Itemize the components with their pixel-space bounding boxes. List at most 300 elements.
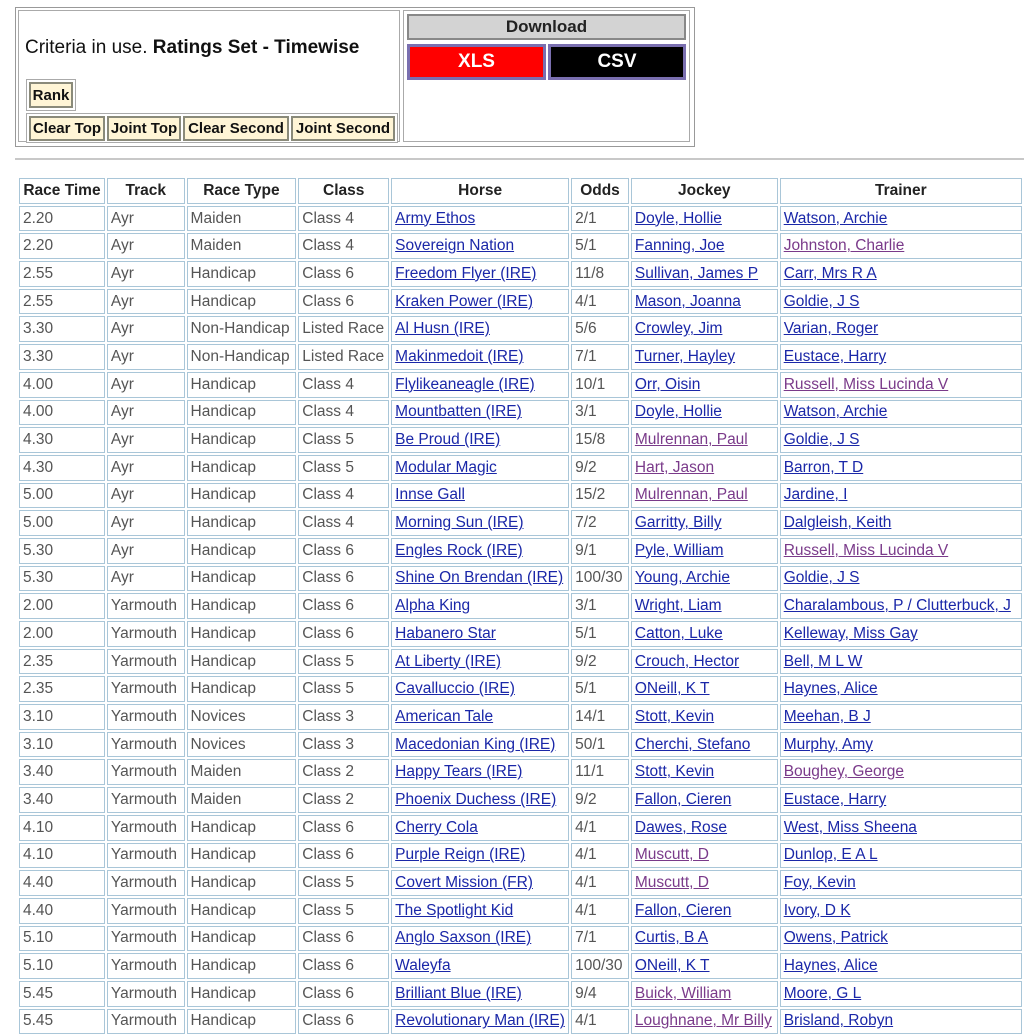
header-odds[interactable]: Odds <box>571 178 629 204</box>
cell-horse <box>391 316 569 342</box>
trainer-link[interactable]: Meehan, B J <box>783 707 871 725</box>
horse-link[interactable]: Revolutionary Man (IRE) <box>395 1012 565 1030</box>
trainer-link[interactable]: Owens, Patrick <box>783 929 888 947</box>
cell-track <box>107 787 185 813</box>
jockey-link[interactable]: Curtis, B A <box>634 929 709 947</box>
criteria-box <box>18 10 400 142</box>
cell-odds <box>571 621 629 647</box>
cell-class <box>298 953 389 979</box>
cell-track <box>107 344 185 370</box>
trainer-link[interactable]: West, Miss Sheena <box>783 818 917 836</box>
horse-link[interactable]: Cavalluccio (IRE) <box>395 680 515 698</box>
cell-horse <box>391 510 569 536</box>
race-time: 5.30 <box>23 569 54 587</box>
header-class[interactable]: Class <box>298 178 389 204</box>
cell-race-time <box>19 427 105 453</box>
trainer-link[interactable]: Ivory, D K <box>783 901 851 919</box>
jockey-link[interactable]: Dawes, Rose <box>634 818 728 836</box>
odds: 4/1 <box>575 1012 597 1030</box>
cell-track <box>107 233 185 259</box>
race-type: Handicap <box>190 957 257 975</box>
trainer-link[interactable]: Russell, Miss Lucinda V <box>783 541 949 559</box>
table-row <box>19 953 1022 979</box>
header-row <box>19 178 1022 204</box>
cell-trainer <box>780 898 1022 924</box>
header-trainer[interactable]: Trainer <box>780 178 1022 204</box>
download-csv-button[interactable]: CSV <box>548 44 686 80</box>
cell-odds <box>571 815 629 841</box>
horse-link[interactable]: Sovereign Nation <box>395 237 515 255</box>
table-row <box>19 566 1022 592</box>
cell-track <box>107 732 185 758</box>
race-type: Handicap <box>190 846 257 864</box>
cell-race-type <box>187 787 297 813</box>
trainer-link[interactable]: Murphy, Amy <box>783 735 873 753</box>
cell-trainer <box>780 1009 1022 1035</box>
cell-jockey <box>631 233 778 259</box>
jockey-link[interactable]: Buick, William <box>634 984 732 1002</box>
cell-odds <box>571 289 629 315</box>
header-race-type[interactable]: Race Type <box>187 178 297 204</box>
cell-odds <box>571 953 629 979</box>
cell-race-time <box>19 981 105 1007</box>
track: Yarmouth <box>110 707 177 725</box>
horse-link[interactable]: Happy Tears (IRE) <box>395 763 523 781</box>
cell-jockey <box>631 261 778 287</box>
race-time: 2.00 <box>23 624 54 642</box>
table-row <box>19 676 1022 702</box>
cell-jockey <box>631 787 778 813</box>
class: Class 6 <box>302 264 354 282</box>
cell-trainer <box>780 621 1022 647</box>
jockey-link[interactable]: Fallon, Cieren <box>634 901 732 919</box>
class: Class 6 <box>302 929 354 947</box>
track: Ayr <box>110 375 134 393</box>
jockey-link[interactable]: ONeill, K T <box>634 680 710 698</box>
race-type: Handicap <box>190 874 257 892</box>
jockey-link[interactable]: Muscutt, D <box>634 846 709 864</box>
cell-odds <box>571 538 629 564</box>
jockey-link[interactable]: Stott, Kevin <box>634 707 715 725</box>
jockey-link[interactable]: Crowley, Jim <box>634 320 723 338</box>
table-row <box>19 704 1022 730</box>
trainer-link[interactable]: Eustace, Harry <box>783 347 887 365</box>
trainer-link[interactable]: Kelleway, Miss Gay <box>783 624 918 642</box>
odds: 3/1 <box>575 403 597 421</box>
horse-link[interactable]: Macedonian King (IRE) <box>395 735 556 753</box>
class: Class 6 <box>302 1012 354 1030</box>
cell-track <box>107 953 185 979</box>
cell-race-time <box>19 815 105 841</box>
race-type: Novices <box>190 707 246 725</box>
track: Yarmouth <box>110 597 177 615</box>
cell-odds <box>571 233 629 259</box>
horse-link[interactable]: Al Husn (IRE) <box>395 320 490 338</box>
cell-track <box>107 316 185 342</box>
cell-odds <box>571 593 629 619</box>
trainer-link[interactable]: Haynes, Alice <box>783 680 878 698</box>
trainer-link[interactable]: Watson, Archie <box>783 403 888 421</box>
cell-trainer <box>780 649 1022 675</box>
odds: 4/1 <box>575 818 597 836</box>
joint-second-button[interactable]: Joint Second <box>291 116 395 141</box>
horse-link[interactable]: Modular Magic <box>395 458 497 476</box>
cell-race-type <box>187 621 297 647</box>
cell-trainer <box>780 538 1022 564</box>
cell-trainer <box>780 261 1022 287</box>
cell-horse <box>391 787 569 813</box>
cell-horse <box>391 261 569 287</box>
race-time: 2.35 <box>23 680 54 698</box>
horse-link[interactable]: Shine On Brendan (IRE) <box>395 569 564 587</box>
odds: 100/30 <box>575 569 623 587</box>
criteria-text <box>25 37 359 59</box>
trainer-link[interactable]: Barron, T D <box>783 458 864 476</box>
cell-class <box>298 372 389 398</box>
cell-trainer <box>780 233 1022 259</box>
jockey-link[interactable]: Doyle, Hollie <box>634 403 722 421</box>
table-row <box>19 344 1022 370</box>
race-time: 5.10 <box>23 957 54 975</box>
cell-horse <box>391 455 569 481</box>
cell-class <box>298 704 389 730</box>
trainer-link[interactable]: Charalambous, P / Clutterbuck, J <box>783 597 1011 615</box>
header-track[interactable]: Track <box>107 178 185 204</box>
cell-race-time <box>19 953 105 979</box>
selection-buttons <box>26 113 398 143</box>
cell-odds <box>571 427 629 453</box>
cell-track <box>107 621 185 647</box>
cell-race-type <box>187 316 297 342</box>
cell-odds <box>571 759 629 785</box>
header-race-time[interactable]: Race Time <box>19 178 105 204</box>
track: Yarmouth <box>110 929 177 947</box>
cell-horse <box>391 676 569 702</box>
cell-odds <box>571 566 629 592</box>
rank-button[interactable]: Rank <box>29 82 73 108</box>
race-time: 3.10 <box>23 707 54 725</box>
cell-race-type <box>187 427 297 453</box>
cell-race-time <box>19 843 105 869</box>
table-row <box>19 233 1022 259</box>
race-type: Handicap <box>190 486 257 504</box>
track: Ayr <box>110 431 134 449</box>
cell-trainer <box>780 372 1022 398</box>
trainer-link[interactable]: Brisland, Robyn <box>783 1012 894 1030</box>
race-type: Maiden <box>190 209 242 227</box>
trainer-link[interactable]: Dunlop, E A L <box>783 846 878 864</box>
table-row <box>19 593 1022 619</box>
table-row <box>19 843 1022 869</box>
cell-race-type <box>187 510 297 536</box>
horse-link[interactable]: Freedom Flyer (IRE) <box>395 264 537 282</box>
cell-track <box>107 843 185 869</box>
horse-link[interactable]: The Spotlight Kid <box>395 901 514 919</box>
cell-horse <box>391 538 569 564</box>
horse-link[interactable]: Habanero Star <box>395 624 496 642</box>
race-type: Handicap <box>190 1012 257 1030</box>
class: Class 6 <box>302 541 354 559</box>
jockey-link[interactable]: Catton, Luke <box>634 624 723 642</box>
cell-jockey <box>631 510 778 536</box>
odds: 9/2 <box>575 458 597 476</box>
cell-trainer <box>780 510 1022 536</box>
trainer-link[interactable]: Foy, Kevin <box>783 874 856 892</box>
trainer-link[interactable]: Goldie, J S <box>783 569 860 587</box>
jockey-link[interactable]: Pyle, William <box>634 541 724 559</box>
jockey-link[interactable]: Orr, Oisin <box>634 375 701 393</box>
horse-link[interactable]: Be Proud (IRE) <box>395 431 501 449</box>
track: Yarmouth <box>110 680 177 698</box>
race-type: Handicap <box>190 431 257 449</box>
cell-race-time <box>19 206 105 232</box>
cell-horse <box>391 926 569 952</box>
cell-race-type <box>187 455 297 481</box>
cell-race-type <box>187 898 297 924</box>
race-type: Non-Handicap <box>190 320 290 338</box>
race-time: 5.10 <box>23 929 54 947</box>
trainer-link[interactable]: Varian, Roger <box>783 320 879 338</box>
track: Yarmouth <box>110 901 177 919</box>
cell-odds <box>571 400 629 426</box>
race-time: 4.30 <box>23 431 54 449</box>
odds: 5/6 <box>575 320 597 338</box>
cell-class <box>298 759 389 785</box>
race-time: 4.40 <box>23 874 54 892</box>
cell-class <box>298 1009 389 1035</box>
trainer-link[interactable]: Goldie, J S <box>783 292 860 310</box>
race-time: 2.55 <box>23 292 54 310</box>
cell-trainer <box>780 843 1022 869</box>
horse-link[interactable]: Innse Gall <box>395 486 465 504</box>
joint-top-button[interactable]: Joint Top <box>107 116 181 141</box>
trainer-link[interactable]: Moore, G L <box>783 984 862 1002</box>
cell-race-time <box>19 898 105 924</box>
trainer-link[interactable]: Dalgleish, Keith <box>783 514 892 532</box>
cell-jockey <box>631 289 778 315</box>
cell-class <box>298 981 389 1007</box>
jockey-link[interactable]: Fallon, Cieren <box>634 790 732 808</box>
cell-odds <box>571 787 629 813</box>
horse-link[interactable]: Kraken Power (IRE) <box>395 292 533 310</box>
cell-horse <box>391 843 569 869</box>
cell-track <box>107 1009 185 1035</box>
table-row <box>19 206 1022 232</box>
horse-link[interactable]: Brilliant Blue (IRE) <box>395 984 522 1002</box>
cell-race-time <box>19 289 105 315</box>
cell-race-time <box>19 566 105 592</box>
trainer-link[interactable]: Johnston, Charlie <box>783 237 905 255</box>
download-header: Download <box>407 14 686 40</box>
race-type: Maiden <box>190 790 242 808</box>
table-row <box>19 1009 1022 1035</box>
header-jockey[interactable]: Jockey <box>631 178 778 204</box>
horse-link[interactable]: Flylikeaneagle (IRE) <box>395 375 535 393</box>
cell-trainer <box>780 455 1022 481</box>
jockey-link[interactable]: ONeill, K T <box>634 957 710 975</box>
horse-link[interactable]: Army Ethos <box>395 209 476 227</box>
class: Class 6 <box>302 984 354 1002</box>
cell-track <box>107 483 185 509</box>
cell-track <box>107 289 185 315</box>
cell-race-type <box>187 344 297 370</box>
cell-track <box>107 981 185 1007</box>
jockey-link[interactable]: Crouch, Hector <box>634 652 740 670</box>
cell-track <box>107 870 185 896</box>
cell-jockey <box>631 316 778 342</box>
jockey-link[interactable]: Mason, Joanna <box>634 292 741 310</box>
cell-class <box>298 787 389 813</box>
jockey-link[interactable]: Turner, Hayley <box>634 347 736 365</box>
cell-class <box>298 926 389 952</box>
cell-race-type <box>187 649 297 675</box>
trainer-link[interactable]: Jardine, I <box>783 486 848 504</box>
race-time: 2.35 <box>23 652 54 670</box>
jockey-link[interactable]: Loughnane, Mr Billy <box>634 1012 772 1030</box>
table-row <box>19 455 1022 481</box>
cell-race-type <box>187 566 297 592</box>
trainer-link[interactable]: Boughey, George <box>783 763 905 781</box>
horse-link[interactable]: American Tale <box>395 707 494 725</box>
cell-horse <box>391 566 569 592</box>
download-xls-button[interactable]: XLS <box>407 44 546 80</box>
trainer-link[interactable]: Carr, Mrs R A <box>783 264 877 282</box>
cell-class <box>298 593 389 619</box>
cell-race-time <box>19 455 105 481</box>
horse-link[interactable]: Mountbatten (IRE) <box>395 403 522 421</box>
race-type: Novices <box>190 735 246 753</box>
cell-horse <box>391 233 569 259</box>
trainer-link[interactable]: Watson, Archie <box>783 209 888 227</box>
odds: 5/1 <box>575 624 597 642</box>
race-type: Handicap <box>190 929 257 947</box>
cell-trainer <box>780 732 1022 758</box>
cell-jockey <box>631 1009 778 1035</box>
cell-race-type <box>187 759 297 785</box>
horse-link[interactable]: Alpha King <box>395 597 471 615</box>
horse-link[interactable]: Morning Sun (IRE) <box>395 514 524 532</box>
jockey-link[interactable]: Wright, Liam <box>634 597 722 615</box>
trainer-link[interactable]: Eustace, Harry <box>783 790 887 808</box>
track: Ayr <box>110 292 134 310</box>
table-row <box>19 510 1022 536</box>
jockey-link[interactable]: Young, Archie <box>634 569 730 587</box>
table-row <box>19 870 1022 896</box>
cell-class <box>298 649 389 675</box>
cell-jockey <box>631 649 778 675</box>
track: Ayr <box>110 458 134 476</box>
class: Listed Race <box>302 347 385 365</box>
class: Class 3 <box>302 707 354 725</box>
cell-trainer <box>780 870 1022 896</box>
trainer-link[interactable]: Bell, M L W <box>783 652 863 670</box>
jockey-link[interactable]: Doyle, Hollie <box>634 209 722 227</box>
cell-race-time <box>19 926 105 952</box>
horse-link[interactable]: Engles Rock (IRE) <box>395 541 523 559</box>
cell-track <box>107 926 185 952</box>
horse-link[interactable]: Cherry Cola <box>395 818 478 836</box>
track: Yarmouth <box>110 874 177 892</box>
jockey-link[interactable]: Fanning, Joe <box>634 237 725 255</box>
cell-race-time <box>19 316 105 342</box>
cell-trainer <box>780 316 1022 342</box>
track: Yarmouth <box>110 624 177 642</box>
race-time: 3.40 <box>23 763 54 781</box>
trainer-link[interactable]: Goldie, J S <box>783 431 860 449</box>
trainer-link[interactable]: Haynes, Alice <box>783 957 878 975</box>
jockey-link[interactable]: Hart, Jason <box>634 458 715 476</box>
horse-link[interactable]: Waleyfa <box>395 957 451 975</box>
cell-horse <box>391 206 569 232</box>
class: Class 3 <box>302 735 354 753</box>
jockey-link[interactable]: Mulrennan, Paul <box>634 431 748 449</box>
cell-track <box>107 815 185 841</box>
odds: 5/1 <box>575 237 597 255</box>
race-time: 2.55 <box>23 264 54 282</box>
cell-trainer <box>780 981 1022 1007</box>
cell-odds <box>571 704 629 730</box>
jockey-link[interactable]: Mulrennan, Paul <box>634 486 748 504</box>
race-type: Handicap <box>190 403 257 421</box>
cell-class <box>298 455 389 481</box>
cell-track <box>107 759 185 785</box>
horse-link[interactable]: Phoenix Duchess (IRE) <box>395 790 557 808</box>
cell-odds <box>571 649 629 675</box>
horse-link[interactable]: At Liberty (IRE) <box>395 652 502 670</box>
race-type: Handicap <box>190 680 257 698</box>
race-time: 2.00 <box>23 597 54 615</box>
cell-horse <box>391 704 569 730</box>
race-time: 4.30 <box>23 458 54 476</box>
cell-jockey <box>631 704 778 730</box>
race-time: 4.10 <box>23 818 54 836</box>
cell-race-time <box>19 704 105 730</box>
horse-link[interactable]: Makinmedoit (IRE) <box>395 347 524 365</box>
class: Class 6 <box>302 624 354 642</box>
cell-horse <box>391 483 569 509</box>
track: Yarmouth <box>110 735 177 753</box>
class: Class 6 <box>302 818 354 836</box>
table-row <box>19 815 1022 841</box>
header-horse[interactable]: Horse <box>391 178 569 204</box>
clear-top-button[interactable]: Clear Top <box>29 116 105 141</box>
cell-race-type <box>187 732 297 758</box>
table-row <box>19 732 1022 758</box>
horse-link[interactable]: Covert Mission (FR) <box>395 874 533 892</box>
clear-second-button[interactable]: Clear Second <box>183 116 289 141</box>
jockey-link[interactable]: Muscutt, D <box>634 874 709 892</box>
cell-race-time <box>19 621 105 647</box>
cell-race-time <box>19 787 105 813</box>
cell-jockey <box>631 732 778 758</box>
cell-class <box>298 510 389 536</box>
cell-track <box>107 649 185 675</box>
class: Listed Race <box>302 320 385 338</box>
table-body <box>19 206 1022 1035</box>
horse-link[interactable]: Anglo Saxson (IRE) <box>395 929 532 947</box>
class: Class 5 <box>302 901 354 919</box>
horse-link[interactable]: Purple Reign (IRE) <box>395 846 526 864</box>
jockey-link[interactable]: Sullivan, James P <box>634 264 759 282</box>
odds: 11/8 <box>575 264 605 282</box>
jockey-link[interactable]: Stott, Kevin <box>634 763 715 781</box>
cell-class <box>298 344 389 370</box>
jockey-link[interactable]: Garritty, Billy <box>634 514 722 532</box>
cell-trainer <box>780 566 1022 592</box>
jockey-link[interactable]: Cherchi, Stefano <box>634 735 751 753</box>
odds: 4/1 <box>575 874 597 892</box>
trainer-link[interactable]: Russell, Miss Lucinda V <box>783 375 949 393</box>
